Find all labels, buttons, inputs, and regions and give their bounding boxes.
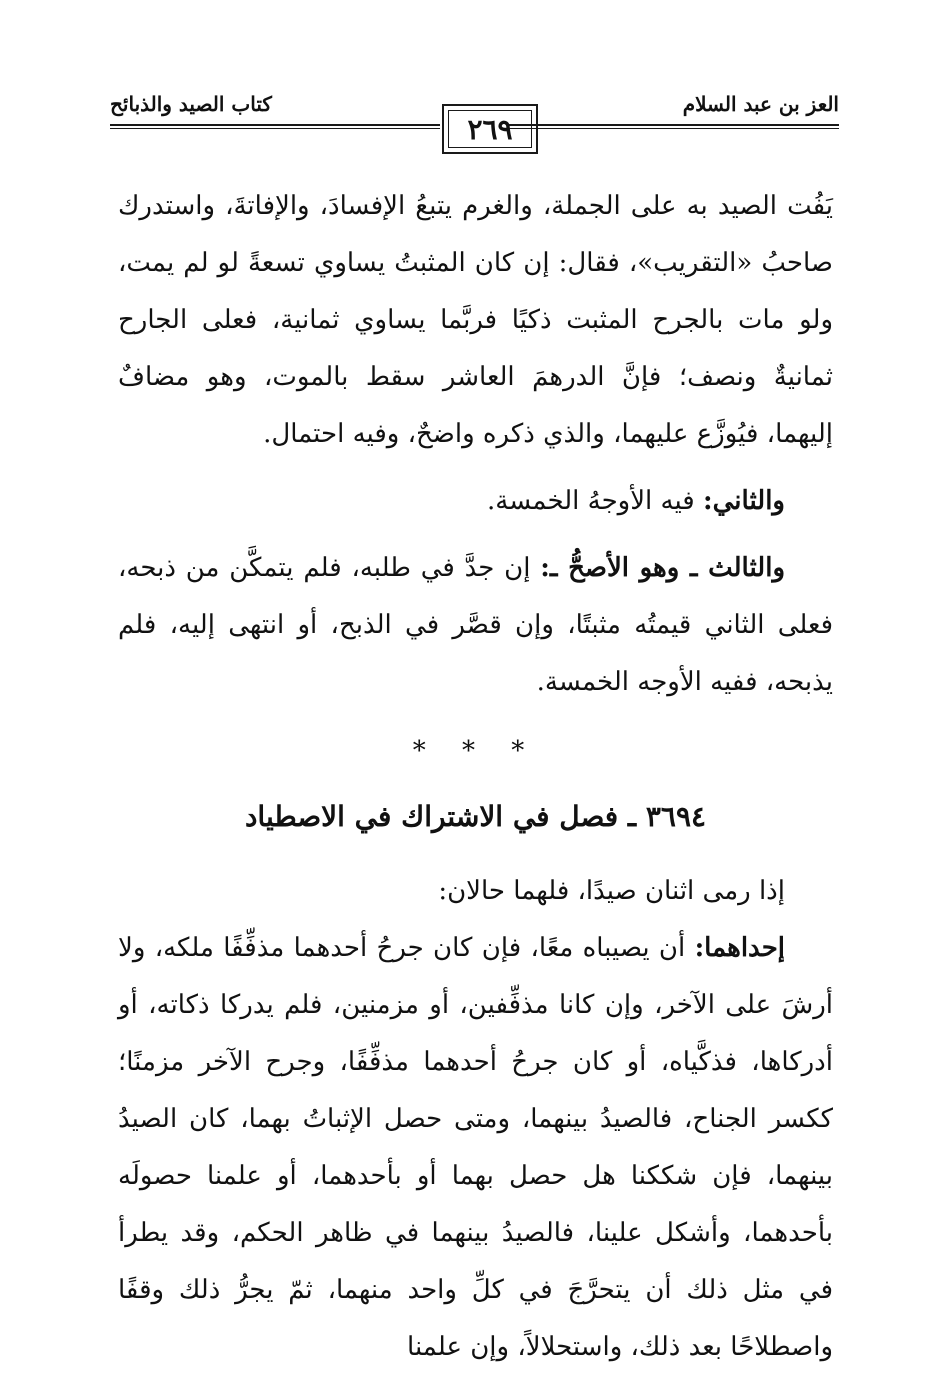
paragraph-text: إن جدَّ في طلبه، فلم يتمكَّن من ذبحه، فعلى الثاني قيمتُه مثبتًا، وإن قصَّر في الذبح، أو انتهى إليه، فلم يذبحه، ففيه الأوجه الخمسة. bbox=[118, 553, 833, 697]
paragraph-text: إذا رمى اثنان صيدًا، فلهما حالان: bbox=[438, 876, 785, 906]
paragraph-lead: والثاني: bbox=[703, 486, 785, 516]
paragraph bbox=[118, 920, 833, 1376]
header-rule-right bbox=[509, 124, 839, 129]
running-head-author: العز بن عبد السلام bbox=[682, 92, 839, 116]
page-header bbox=[100, 86, 839, 166]
paragraph-text: أن يصيباه معًا، فإن كان جرحُ أحدهما مذفِّفًا ملكه، ولا أرشَ على الآخر، وإن كانا مذفِّفين، أو مزمنين، فلم يدركا ذكاته، أو أدركاها، فذكَّياه، أو كان جرحُ أحدهما مذفِّفًا، وجرح الآخر مزمنًا؛ ككسر الجناح، فالصيدُ بينهما، ومتى حصل الإثباتُ بهما، كان الصيدُ بينهما، فإن شككنا هل حصل بهما أو بأحدهما، أو علمنا حصولَه بأحدهما، وأشكل علينا، فالصيدُ بينهما في ظاهر الحكم، وقد يطرأ في مثل ذلك أن يتحرَّجَ في كلِّ واحد منهما، ثمّ يجرُّ ذلك وقفًا واصطلاحًا بعد ذلك، واستحلالاً، وإن علمنا bbox=[118, 933, 833, 1362]
paragraph bbox=[118, 178, 833, 463]
page-number-frame bbox=[442, 104, 538, 154]
paragraph-text: فيه الأوجهُ الخمسة. bbox=[487, 486, 695, 516]
page-body bbox=[118, 178, 833, 1376]
paragraph-lead: إحداهما: bbox=[694, 933, 785, 963]
section-separator: * * * bbox=[412, 736, 539, 766]
paragraph bbox=[118, 473, 833, 530]
paragraph-text: يَفُت الصيد به على الجملة، والغرم يتبعُ الإفسادَ، والإفاتةَ، واستدرك صاحبُ «التقريب»، فقال: إن كان المثبتُ يساوي تسعةً لو لم يمت، ولو مات بالجرح المثبت ذكيًا فربَّما يساوي ثمانية، فعلى الجارح ثمانيةٌ ونصف؛ فإنَّ الدرهمَ العاشر سقط بالموت، وهو مضافٌ إليهما، فيُوزَّع عليهما، والذي ذكره واضحٌ، وفيه احتمال. bbox=[118, 191, 833, 449]
paragraph-lead: والثالث ـ وهو الأصحُّ ـ: bbox=[540, 553, 786, 583]
page-number: ٢٦٩ bbox=[467, 112, 513, 146]
section-title: ٣٦٩٤ ـ فصل في الاشتراك في الاصطياد bbox=[244, 800, 707, 833]
paragraph bbox=[118, 540, 833, 711]
running-head-book: كتاب الصيد والذبائح bbox=[110, 92, 272, 116]
header-rule-left bbox=[110, 124, 440, 129]
paragraph bbox=[118, 863, 833, 920]
